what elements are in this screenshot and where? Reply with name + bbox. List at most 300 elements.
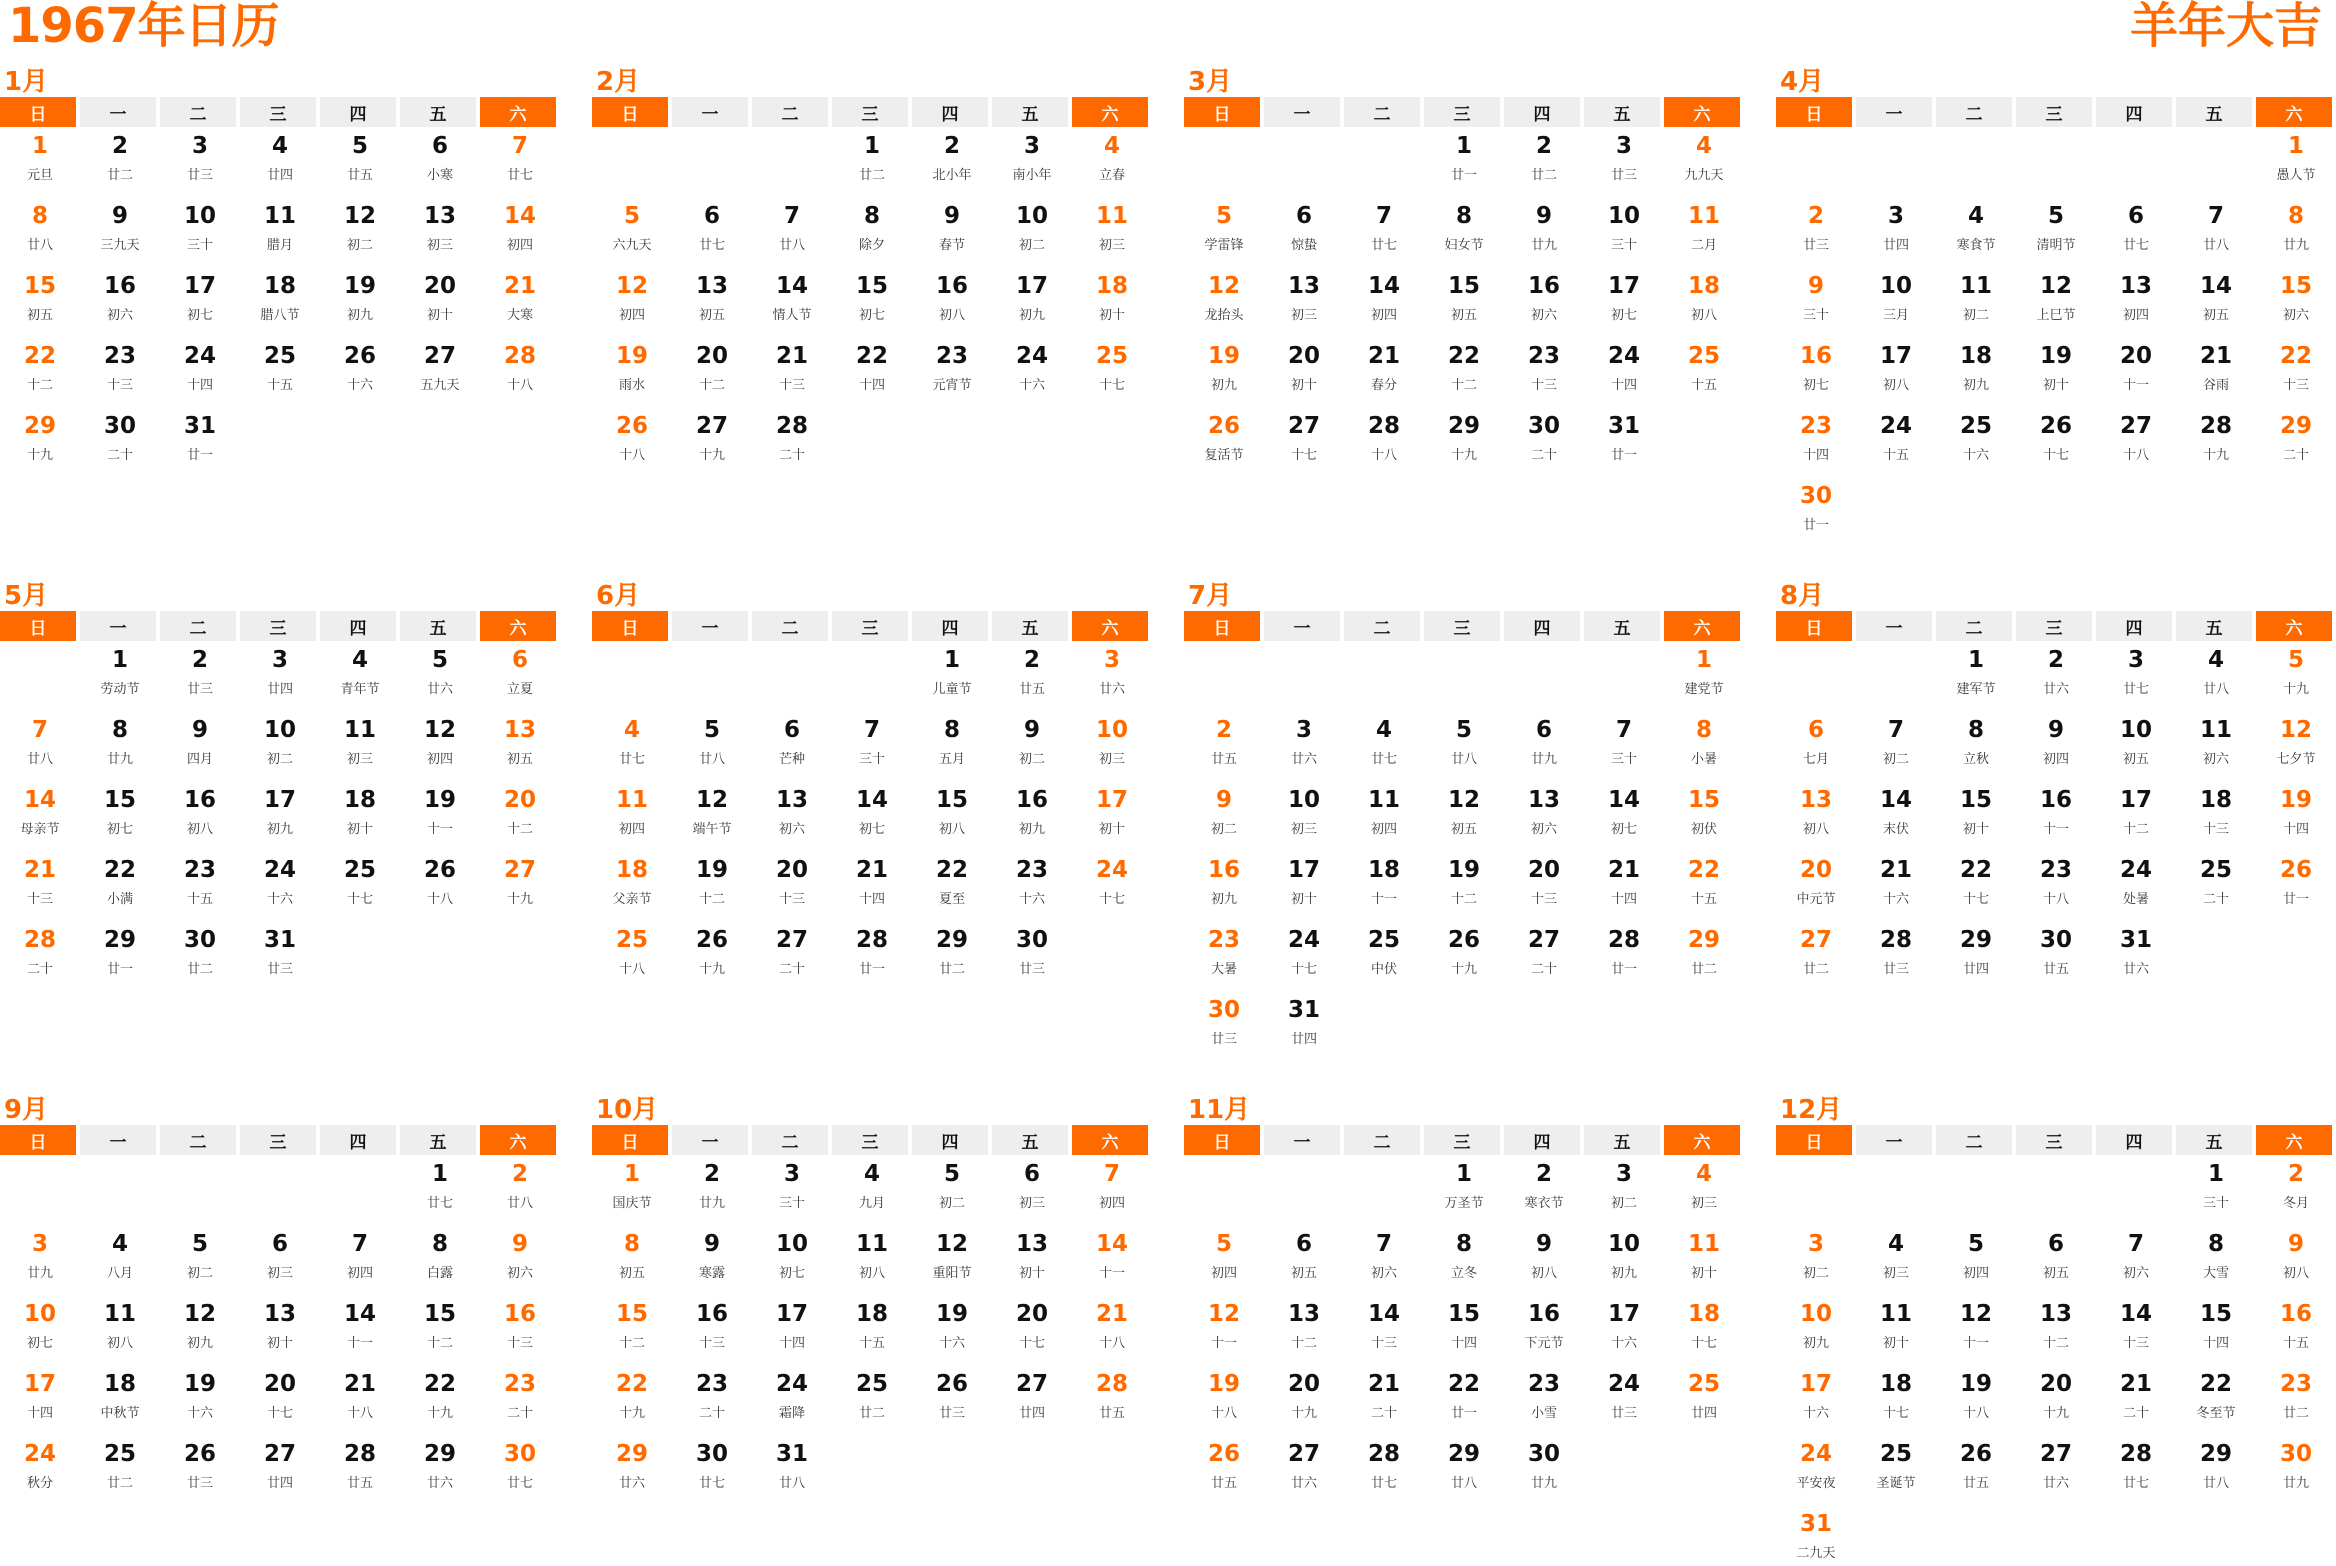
day-cell (400, 132, 480, 184)
day-cell (240, 202, 320, 254)
day-number: 17 (1879, 343, 1912, 369)
day-cell (672, 412, 752, 464)
lunar-date: 廿六 (1290, 1476, 1317, 1491)
day-cell (1856, 1370, 1936, 1422)
day-number: 16 (503, 1301, 536, 1327)
lunar-date: 廿九 (1530, 752, 1557, 767)
day-number: 16 (695, 1301, 728, 1327)
day-number: 5 (1455, 717, 1472, 743)
day-number: 6 (1295, 1231, 1312, 1257)
day-cell (992, 646, 1072, 698)
day-cell (1344, 342, 1424, 394)
day-cell (992, 856, 1072, 908)
day-number: 4 (1375, 717, 1392, 743)
day-cell (672, 926, 752, 978)
day-cell (1584, 786, 1664, 838)
lunar-date: 初伏 (1690, 822, 1717, 837)
day-cell (1936, 856, 2016, 908)
day-cell (832, 1160, 912, 1212)
day-cell (1856, 202, 1936, 254)
day-cell (1344, 1230, 1424, 1282)
weekday-header (1184, 611, 1744, 641)
day-number: 30 (1527, 413, 1560, 439)
lunar-date: 十七 (1290, 962, 1317, 977)
day-number: 25 (103, 1441, 136, 1467)
lunar-date: 初二 (1610, 1196, 1637, 1211)
day-number: 7 (1375, 1231, 1392, 1257)
day-number: 26 (2039, 413, 2072, 439)
day-cell (1424, 1440, 1504, 1492)
lunar-date: 十六 (186, 1406, 213, 1421)
day-number: 20 (2119, 343, 2152, 369)
day-number: 20 (1527, 857, 1560, 883)
lunar-date: 初七 (186, 308, 213, 323)
lunar-date: 廿八 (26, 752, 53, 767)
day-number: 15 (2279, 273, 2312, 299)
day-cell (592, 1160, 672, 1212)
day-cell (1424, 926, 1504, 978)
day-cell (400, 1300, 480, 1352)
day-cell (2256, 1160, 2336, 1212)
day-cell (1936, 1230, 2016, 1282)
lunar-date: 十三 (2202, 822, 2229, 837)
day-number: 2 (191, 647, 208, 673)
day-number: 2 (1535, 133, 1552, 159)
lunar-date: 龙抬头 (1204, 308, 1244, 323)
day-cell (80, 1300, 160, 1352)
day-number: 13 (503, 717, 536, 743)
lunar-date: 十五 (2282, 1336, 2309, 1351)
day-number: 14 (1095, 1231, 1128, 1257)
weekday-label: 日 (1184, 611, 1260, 641)
weekday-label: 一 (1264, 1125, 1340, 1155)
day-cell (1776, 926, 1856, 978)
day-number: 22 (2279, 343, 2312, 369)
day-cell (832, 202, 912, 254)
day-cell (1264, 412, 1344, 464)
day-number: 9 (943, 203, 960, 229)
day-cell (592, 1230, 672, 1282)
day-number: 7 (1103, 1161, 1120, 1187)
lunar-date: 廿二 (858, 168, 885, 183)
day-number: 17 (23, 1371, 56, 1397)
lunar-date: 初十 (266, 1336, 293, 1351)
day-number: 19 (1447, 857, 1480, 883)
day-cell (1584, 856, 1664, 908)
day-number: 18 (1367, 857, 1400, 883)
day-number: 29 (2279, 413, 2312, 439)
lunar-date: 十七 (1882, 1406, 1909, 1421)
day-number: 24 (1287, 927, 1320, 953)
lunar-date: 妇女节 (1444, 238, 1484, 253)
lunar-date: 二十 (698, 1406, 725, 1421)
lunar-date: 二十 (2282, 448, 2309, 463)
day-number: 8 (2287, 203, 2304, 229)
day-number: 25 (1687, 343, 1720, 369)
day-number: 31 (2119, 927, 2152, 953)
day-cell (672, 716, 752, 768)
day-cell (1856, 272, 1936, 324)
day-cell (752, 716, 832, 768)
day-number: 25 (343, 857, 376, 883)
lunar-date: 三十 (186, 238, 213, 253)
weekday-label: 三 (2016, 1125, 2092, 1155)
lunar-date: 三月 (1882, 308, 1909, 323)
day-number: 4 (1103, 133, 1120, 159)
day-number: 29 (1447, 1441, 1480, 1467)
day-number: 27 (1287, 1441, 1320, 1467)
day-cell (1344, 272, 1424, 324)
day-cell (2256, 1440, 2336, 1492)
day-number: 6 (1023, 1161, 1040, 1187)
day-cell (400, 272, 480, 324)
lunar-date: 十一 (426, 822, 453, 837)
day-number: 8 (431, 1231, 448, 1257)
day-cell (1344, 1440, 1424, 1492)
day-cell (1584, 716, 1664, 768)
day-cell (2256, 1370, 2336, 1422)
day-cell (320, 1300, 400, 1352)
day-cell (2176, 1160, 2256, 1212)
day-number: 22 (103, 857, 136, 883)
lunar-date: 十八 (1370, 448, 1397, 463)
lunar-date: 建军节 (1956, 682, 1996, 697)
day-cell (240, 132, 320, 184)
lunar-date: 初四 (1370, 822, 1397, 837)
lunar-date: 廿七 (698, 1476, 725, 1491)
day-number: 6 (1535, 717, 1552, 743)
lunar-date: 廿二 (938, 962, 965, 977)
day-number: 8 (623, 1231, 640, 1257)
day-cell (0, 926, 80, 978)
day-cell (1504, 926, 1584, 978)
day-number: 30 (103, 413, 136, 439)
day-cell (480, 646, 560, 698)
day-cell (752, 1440, 832, 1492)
day-number: 12 (1207, 273, 1240, 299)
day-number: 11 (103, 1301, 136, 1327)
day-number: 28 (855, 927, 888, 953)
weekday-label: 四 (912, 1125, 988, 1155)
lunar-date: 初三 (1098, 752, 1125, 767)
day-number: 17 (2119, 787, 2152, 813)
lunar-date: 初三 (346, 752, 373, 767)
lunar-date: 十三 (698, 1336, 725, 1351)
day-cell (2256, 272, 2336, 324)
lunar-date: 廿二 (106, 168, 133, 183)
day-cell (240, 342, 320, 394)
day-number: 15 (1447, 1301, 1480, 1327)
day-number: 13 (2119, 273, 2152, 299)
day-number: 14 (855, 787, 888, 813)
lunar-date: 廿五 (2042, 962, 2069, 977)
weekday-label: 一 (80, 97, 156, 127)
lunar-date: 三十 (778, 1196, 805, 1211)
day-number: 28 (23, 927, 56, 953)
day-number: 29 (1959, 927, 1992, 953)
weekday-label: 日 (592, 97, 668, 127)
weekday-label: 三 (2016, 97, 2092, 127)
day-number: 7 (2207, 203, 2224, 229)
day-cell (1936, 786, 2016, 838)
day-cell (912, 202, 992, 254)
lunar-date: 三十 (1802, 308, 1829, 323)
day-number: 21 (343, 1371, 376, 1397)
day-number: 21 (1607, 857, 1640, 883)
lunar-date: 十八 (2122, 448, 2149, 463)
lunar-date: 初三 (1018, 1196, 1045, 1211)
day-number: 24 (1607, 343, 1640, 369)
day-number: 11 (1879, 1301, 1912, 1327)
day-cell (1936, 202, 2016, 254)
day-number: 1 (31, 133, 48, 159)
lunar-date: 廿四 (1690, 1406, 1717, 1421)
lunar-date: 十六 (1018, 378, 1045, 393)
weekday-label: 二 (160, 97, 236, 127)
day-number: 19 (1207, 1371, 1240, 1397)
weekday-header (0, 611, 560, 641)
day-cell (2016, 856, 2096, 908)
day-number: 21 (2199, 343, 2232, 369)
day-cell (2096, 1300, 2176, 1352)
day-cell (320, 202, 400, 254)
day-number: 18 (2199, 787, 2232, 813)
day-number: 21 (1367, 343, 1400, 369)
day-number: 2 (511, 1161, 528, 1187)
lunar-date: 十六 (1018, 892, 1045, 907)
day-number: 27 (1015, 1371, 1048, 1397)
day-cell (2256, 716, 2336, 768)
lunar-date: 廿一 (1610, 962, 1637, 977)
day-cell (832, 342, 912, 394)
day-cell (160, 646, 240, 698)
weekday-label: 六 (2256, 97, 2332, 127)
weekday-header (1184, 1125, 1744, 1155)
day-cell (320, 646, 400, 698)
lunar-date: 二十 (1370, 1406, 1397, 1421)
day-cell (672, 786, 752, 838)
lunar-date: 九月 (858, 1196, 885, 1211)
day-number: 15 (2199, 1301, 2232, 1327)
day-cell (480, 202, 560, 254)
day-cell (2016, 412, 2096, 464)
lunar-date: 元宵节 (932, 378, 972, 393)
lunar-date: 十八 (1210, 1406, 1237, 1421)
day-cell (1264, 1230, 1344, 1282)
day-cell (400, 716, 480, 768)
day-cell (2256, 1230, 2336, 1282)
day-number: 13 (1527, 787, 1560, 813)
day-number: 7 (1375, 203, 1392, 229)
lunar-date: 廿五 (1210, 752, 1237, 767)
day-number: 27 (1527, 927, 1560, 953)
lunar-date: 廿九 (106, 752, 133, 767)
day-number: 10 (1607, 203, 1640, 229)
lunar-date: 初七 (858, 822, 885, 837)
day-number: 28 (1367, 413, 1400, 439)
lunar-date: 重阳节 (932, 1266, 972, 1281)
day-cell (2096, 1370, 2176, 1422)
day-cell (320, 132, 400, 184)
lunar-date: 六九天 (612, 238, 652, 253)
day-cell (1072, 272, 1152, 324)
lunar-date: 二十 (778, 448, 805, 463)
day-number: 12 (2279, 717, 2312, 743)
day-cell (992, 1160, 1072, 1212)
day-cell (240, 1300, 320, 1352)
lunar-date: 十二 (2122, 822, 2149, 837)
day-number: 11 (1959, 273, 1992, 299)
lunar-date: 初七 (1610, 822, 1637, 837)
lunar-date: 廿一 (106, 962, 133, 977)
day-cell (80, 716, 160, 768)
day-number: 26 (615, 413, 648, 439)
day-cell (160, 786, 240, 838)
day-number: 19 (1207, 343, 1240, 369)
lunar-date: 十九 (26, 448, 53, 463)
lunar-date: 十八 (346, 1406, 373, 1421)
day-cell (80, 272, 160, 324)
day-cell (160, 1440, 240, 1492)
day-number: 15 (23, 273, 56, 299)
lunar-date: 二十 (1530, 448, 1557, 463)
day-cell (1504, 786, 1584, 838)
day-number: 27 (1287, 413, 1320, 439)
day-number: 10 (183, 203, 216, 229)
day-number: 22 (855, 343, 888, 369)
day-cell (912, 926, 992, 978)
lunar-date: 初四 (1962, 1266, 1989, 1281)
weekday-header (1776, 97, 2336, 127)
day-cell (80, 926, 160, 978)
day-cell (2096, 716, 2176, 768)
lunar-date: 初四 (1370, 308, 1397, 323)
weekday-label: 一 (672, 611, 748, 641)
day-number: 10 (23, 1301, 56, 1327)
lunar-date: 十二 (426, 1336, 453, 1351)
lunar-date: 初九 (186, 1336, 213, 1351)
day-cell (400, 786, 480, 838)
lunar-date: 青年节 (340, 682, 380, 697)
day-number: 19 (1959, 1371, 1992, 1397)
day-cell (320, 786, 400, 838)
lunar-date: 廿五 (1210, 1476, 1237, 1491)
lunar-date: 立夏 (506, 682, 533, 697)
day-number: 13 (695, 273, 728, 299)
lunar-date: 廿九 (1530, 238, 1557, 253)
day-cell (1664, 646, 1744, 698)
day-cell (912, 342, 992, 394)
month-title: 2月 (596, 67, 641, 97)
day-number: 21 (503, 273, 536, 299)
day-cell (160, 272, 240, 324)
lunar-date: 廿八 (2202, 1476, 2229, 1491)
weekday-label: 四 (2096, 1125, 2172, 1155)
day-cell (400, 342, 480, 394)
lunar-date: 初八 (1802, 822, 1829, 837)
weekday-label: 五 (400, 97, 476, 127)
day-number: 19 (183, 1371, 216, 1397)
day-cell (1072, 786, 1152, 838)
month-title: 11月 (1188, 1095, 1251, 1125)
lunar-date: 廿六 (1098, 682, 1125, 697)
day-cell (480, 132, 560, 184)
day-cell (1424, 1160, 1504, 1212)
lunar-date: 初十 (1290, 892, 1317, 907)
day-number: 21 (1095, 1301, 1128, 1327)
day-cell (0, 132, 80, 184)
day-number: 25 (1095, 343, 1128, 369)
lunar-date: 中秋节 (100, 1406, 140, 1421)
lunar-date: 初四 (2042, 752, 2069, 767)
day-number: 6 (783, 717, 800, 743)
lunar-date: 十四 (2202, 1336, 2229, 1351)
day-number: 16 (1527, 1301, 1560, 1327)
lunar-date: 初六 (2202, 752, 2229, 767)
day-cell (752, 1370, 832, 1422)
lunar-date: 十四 (1802, 448, 1829, 463)
lunar-date: 十五 (266, 378, 293, 393)
day-cell (480, 1230, 560, 1282)
day-number: 26 (1447, 927, 1480, 953)
day-number: 1 (1455, 1161, 1472, 1187)
lunar-date: 初二 (1962, 308, 1989, 323)
day-number: 19 (2039, 343, 2072, 369)
day-cell (2016, 786, 2096, 838)
day-cell (1776, 482, 1856, 534)
lunar-date: 十二 (1290, 1336, 1317, 1351)
day-number: 19 (695, 857, 728, 883)
weekday-label: 三 (240, 97, 316, 127)
lunar-date: 初六 (778, 822, 805, 837)
day-cell (2016, 202, 2096, 254)
day-number: 5 (2047, 203, 2064, 229)
day-cell (1184, 202, 1264, 254)
weekday-label: 日 (1776, 97, 1852, 127)
lunar-date: 十二 (698, 378, 725, 393)
day-number: 15 (1959, 787, 1992, 813)
day-cell (1776, 412, 1856, 464)
lunar-date: 初九 (1210, 378, 1237, 393)
day-cell (2256, 786, 2336, 838)
day-number: 8 (2207, 1231, 2224, 1257)
lunar-date: 小寒 (426, 168, 453, 183)
lunar-date: 廿六 (2042, 1476, 2069, 1491)
day-cell (480, 342, 560, 394)
lunar-date: 二十 (506, 1406, 533, 1421)
lunar-date: 初三 (1882, 1266, 1909, 1281)
day-number: 9 (1535, 203, 1552, 229)
lunar-date: 初四 (2122, 308, 2149, 323)
lunar-date: 廿九 (1530, 1476, 1557, 1491)
day-cell (0, 272, 80, 324)
lunar-date: 廿一 (1450, 1406, 1477, 1421)
weekday-label: 日 (0, 1125, 76, 1155)
weekday-label: 二 (160, 1125, 236, 1155)
day-number: 10 (1799, 1301, 1832, 1327)
day-cell (1664, 1160, 1744, 1212)
lunar-date: 七月 (1802, 752, 1829, 767)
lunar-date: 元旦 (26, 168, 53, 183)
weekday-label: 六 (480, 1125, 556, 1155)
day-cell (2256, 202, 2336, 254)
day-cell (2096, 646, 2176, 698)
day-cell (320, 1370, 400, 1422)
day-number: 9 (703, 1231, 720, 1257)
day-cell (992, 272, 1072, 324)
day-number: 16 (935, 273, 968, 299)
day-number: 25 (1367, 927, 1400, 953)
